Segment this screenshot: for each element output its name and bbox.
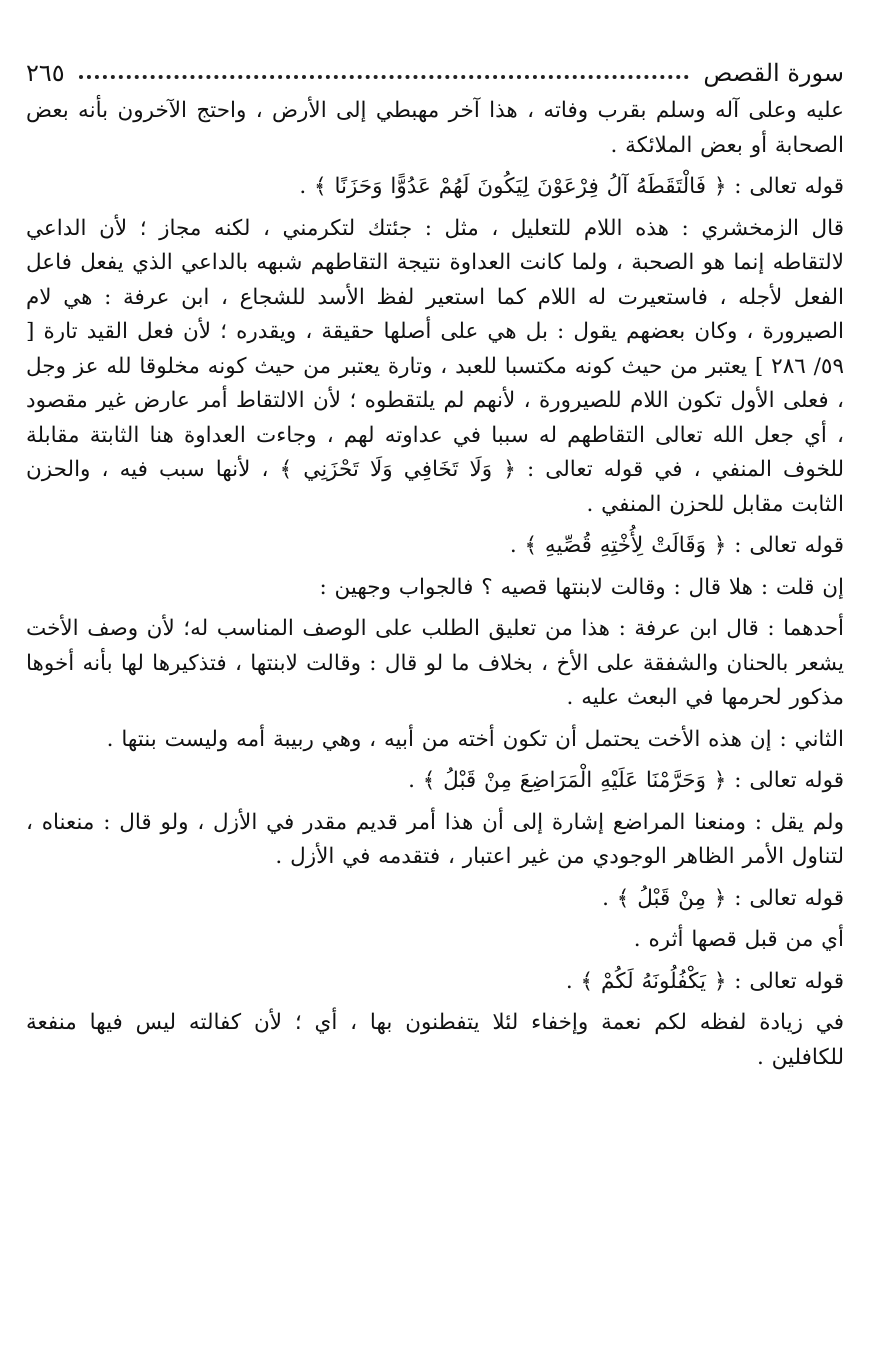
page-number: ٢٦٥ bbox=[26, 59, 65, 87]
paragraph: عليه وعلى آله وسلم بقرب وفاته ، هذا آخر مهبطي إلى الأرض ، واحتج الآخرون بأنه بعض الصحابة أو بعض الملائكة . bbox=[26, 98, 844, 158]
paragraph: أحدهما : قال ابن عرفة : هذا من تعليق الطلب على الوصف المناسب له؛ لأن وصف الأخت يشعر بالحنان والشفقة على الأخ ، بخلاف ما لو قال : وقالت لابنتها ، فتذكيرها لها بأنه أخوها مذكور لحرمها في البعث عليه . bbox=[26, 616, 844, 710]
quran-verse-citation: قوله تعالى : ﴿ وَقَالَتْ لِأُخْتِهِ قُصِّيهِ ﴾ . bbox=[509, 533, 844, 558]
paragraph: إن قلت : هلا قال : وقالت لابنتها قصيه ؟ فالجواب وجهين : bbox=[319, 574, 844, 600]
paragraph: الثاني : إن هذه الأخت يحتمل أن تكون أخته من أبيه ، وهي ربيبة أمه وليست بنتها . bbox=[106, 726, 844, 752]
paragraph: أي من قبل قصها أثره . bbox=[633, 927, 844, 952]
paragraph: ولم يقل : ومنعنا المراضع إشارة إلى أن هذا أمر قديم مقدر في الأزل ، ولو قال : منعناه ، لتناول الأمر الظاهر الوجودي من غير اعتبار ، فتقدمه في الأزل . bbox=[26, 809, 844, 869]
book-page bbox=[26, 52, 844, 1075]
surah-title: سورة القصص bbox=[703, 59, 844, 87]
running-header bbox=[26, 52, 844, 94]
paragraph: في زيادة لفظه لكم نعمة وإخفاء لئلا يتفطنون بها ، أي ؛ لأن كفالته ليس فيها منفعة للكافلين . bbox=[26, 1010, 844, 1070]
quran-verse-citation: قوله تعالى : ﴿ فَالْتَقَطَهُ آلُ فِرْعَوْنَ لِيَكُونَ لَهُمْ عَدُوًّا وَحَزَنًا ﴾ . bbox=[299, 174, 844, 199]
quran-verse-citation: قوله تعالى : ﴿ وَحَرَّمْنَا عَلَيْهِ الْمَرَاضِعَ مِنْ قَبْلُ ﴾ . bbox=[408, 768, 844, 793]
quran-verse-citation: قوله تعالى : ﴿ مِنْ قَبْلُ ﴾ . bbox=[602, 885, 844, 911]
header-dotted-leader bbox=[79, 75, 690, 79]
quran-verse-citation: قوله تعالى : ﴿ يَكْفُلُونَهُ لَكُمْ ﴾ . bbox=[565, 968, 844, 994]
paragraph: قال الزمخشري : هذه اللام للتعليل ، مثل : جئتك لتكرمني ، لكنه مجاز ؛ لأن الداعي لالتقاطه إنما هو الصحبة ، ولما كانت العداوة نتيجة التقاطهم شبهه بالداعي الذي يفعل فاعل الفعل لأجله ، فاستعيرت له اللام كما استعير لفظ الأسد للشجاع ، ابن عرفة : هي لام الصيرورة ، وكان بعضهم يقول : بل هي على أصلها حقيقة ، ويقدره ؛ لأن فعل القيد تارة [ ٥٩/ ٢٨٦ ] يعتبر من حيث كونه مكتسبا للعبد ، وتارة يعتبر من حيث كونه مخلوقا لله عز وجل ، فعلى الأول تكون اللام للصيرورة ، لأنهم لم يلتقطوه ؛ لأن الالتقاط أمر عارض غير مقصود ، أي جعل الله تعالى التقاطهم له سببا في عداوته لهم ، وجاءت العداوة هنا الثابتة مقابلة للخوف المنفي ، في قوله تعالى : ﴿ وَلَا تَخَافِي وَلَا تَحْزَنِي ﴾ ، لأنها سبب فيه ، والحزن الثابت مقابل للحزن المنفي . bbox=[26, 215, 844, 517]
